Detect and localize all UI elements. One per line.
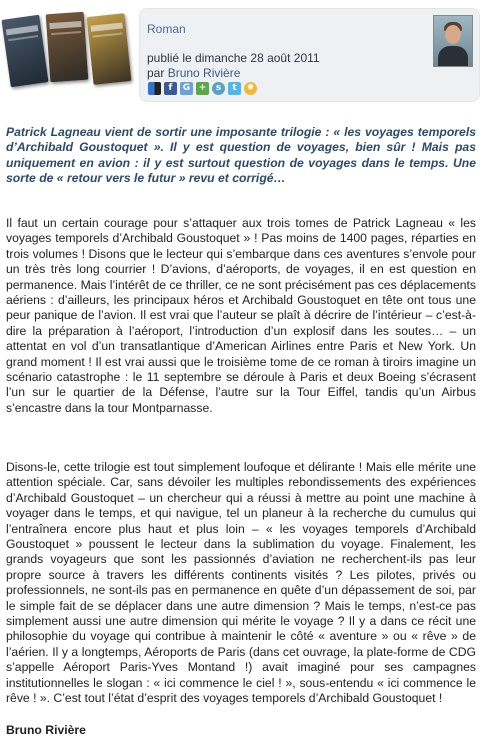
book-cover-1: [1, 15, 48, 88]
publish-date: publié le dimanche 28 août 2011: [147, 51, 320, 65]
twitter-icon[interactable]: t: [228, 82, 241, 95]
author-link[interactable]: Bruno Rivière: [167, 66, 241, 80]
byline: [147, 66, 240, 80]
article-lead: Patrick Lagneau vient de sortir une imposante trilogie : « les voyages temporels d’Archibald Goustoquet ». Il y est question de voyages, bien sûr ! Mais pas uniquement en avion : il y est surtout question de voyages dans le temps. Une sorte de « retour vers le futur » revu et corrigé…: [6, 125, 476, 186]
byline-prefix: par: [147, 66, 165, 80]
article-header: [2, 8, 478, 104]
facebook-icon[interactable]: f: [164, 82, 177, 95]
article-paragraph-1: Il faut un certain courage pour s’attaquer aux trois tomes de Patrick Lagneau « les voyages temporels d’Archibald Goustoquet » ! Pas moins de 1400 pages, réparties en trois volumes ! Disons que le lecteur qui s’embarque dans ces aventures s’envole pour un très très long courrier ! D’avions, d’aéroports, de voyages, il en est question en permanence. Mais l’intérêt de ce thriller, ce ne sont précisément pas ces déplacements aériens : d’ailleurs, les principaux héros et Archibald Goustoquet en tête ont tous une peur panique de l’avion. Il est vrai que l’auteur se plaît à décrire de l’intérieur – c’est-à-dire la préparation à l’aéroport, l’introduction d’un explosif dans les soutes… – un attentat en vol d’un transatlantique d’American Airlines entre Paris et New York. Un grand moment ! Il est vrai aussi que le troisième tome de ce roman à tiroirs imagine un scénario catastrophe : le 11 septembre se déroule à Paris et deux Boeing s’écrasent l’un sur le quartier de la Défense, l’autre sur la Tour Eiffel, tandis qu’un Airbus s’encastre dans la tour Montparnasse.: [6, 216, 476, 415]
delicious-icon[interactable]: [148, 82, 161, 95]
book-cover-3: [87, 13, 132, 85]
stumbleupon-icon[interactable]: s: [212, 82, 225, 95]
sun-icon[interactable]: ✹: [244, 82, 257, 95]
add-icon[interactable]: +: [196, 82, 209, 95]
book-cover-2: [46, 12, 89, 82]
article-paragraph-2: Disons-le, cette trilogie est tout simplement loufoque et délirante ! Mais elle mérite une attention spéciale. Car, sans dévoiler les multiples rebondissements des expériences d’Archibald Goustoquet – un chercheur qui a réussi à mettre au point une machine à voyager dans le temps, et qui navigue, tel un planeur à la recherche du cumulus qui l’entraînera encore plus haut et plus loin – « les voyages temporels d’Archibald Goustoquet » poussent le lecteur dans la sublimation du voyage. Finalement, les grands voyageurs que sont les passionnés d’aviation ne recherchent-ils pas leur propre source à travers les différents continents visités ? Les pilotes, privés ou professionnels, ne sont-ils pas en permanence en quête d’un dépassement de soi, par le simple fait de se déplacer dans une autre dimension ? Mais le temps, n’est-ce pas simplement aussi une autre dimension qui mérite le voyage ? Il y a dans ce récit une philosophie du voyage qui contribue à maintenir le côté « aventure » ou « rêve » de l’aérien. Il y a longtemps, Aéroports de Paris (dans cet ouvrage, la plate-forme de CDG s’appelle Aéroport Paris-Yves Montand !) avait imaginé pour ses campagnes institutionnelles le slogan : « ici commence le ciel ! », sous-entendu « ici commence le rêve ! ». C’est tout l’état d’esprit des voyages temporels d’Archibald Goustoquet !: [6, 460, 476, 706]
category-link[interactable]: Roman: [147, 22, 186, 36]
share-toolbar: [148, 82, 257, 96]
article-meta-box: [139, 8, 480, 102]
book-covers-image: [4, 11, 136, 95]
google-icon[interactable]: G: [180, 82, 193, 95]
article-signature: Bruno Rivière: [6, 723, 86, 737]
author-avatar: [433, 15, 473, 67]
